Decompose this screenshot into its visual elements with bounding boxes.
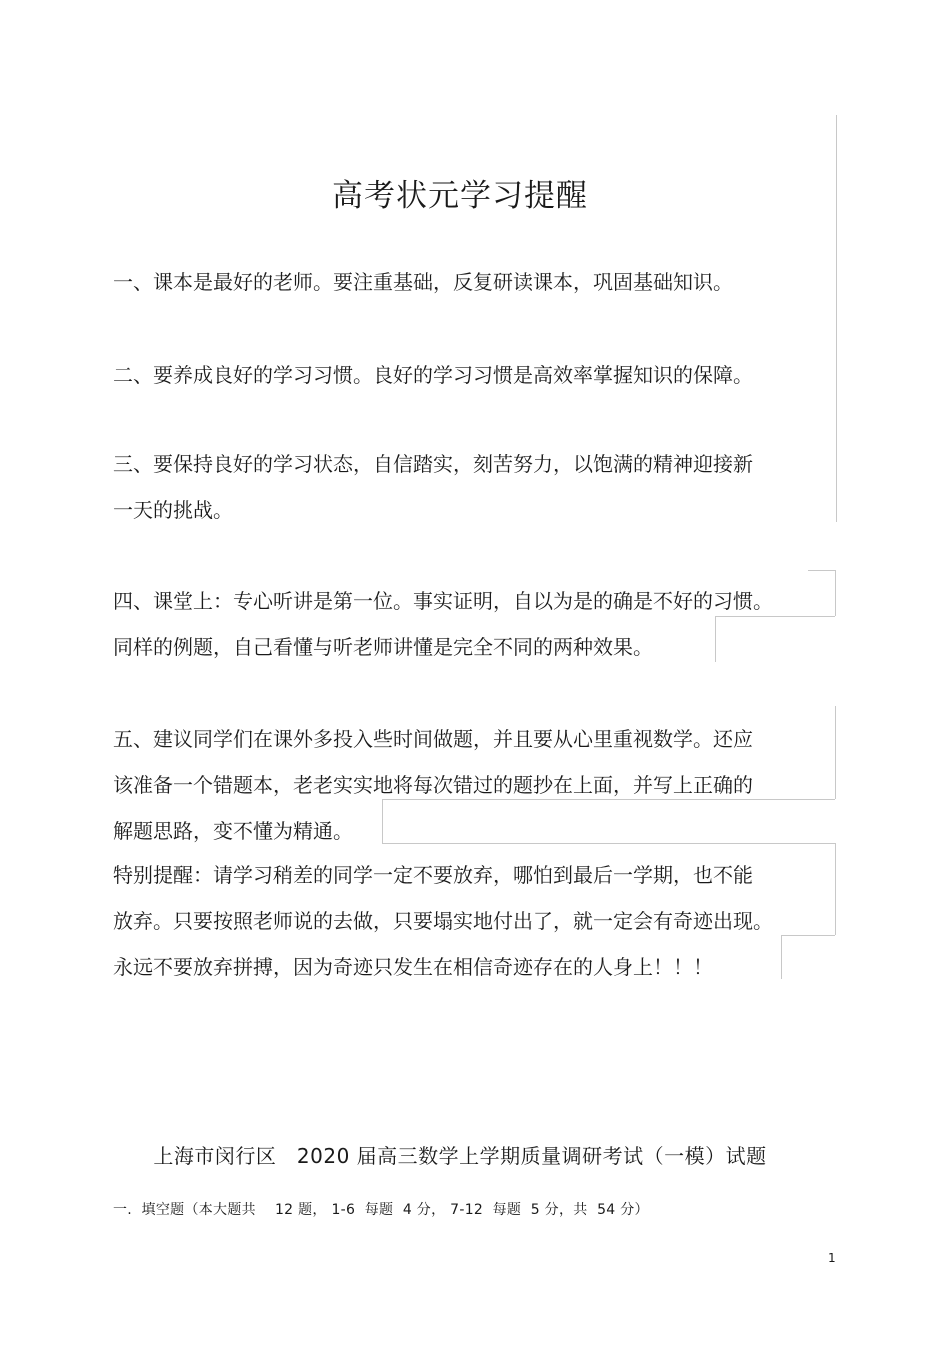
page-number: 1 <box>828 1251 836 1265</box>
paragraph-5: 五、建议同学们在课外多投入些时间做题，并且要从心里重视数学。还应 该准备一个错题本，老老实实地将每次错过的题抄在上面，并写上正确的 解题思路，变不懂为精通。 <box>113 727 753 843</box>
exam-title: 上海市闵行区 2020 届高三数学上学期质量调研考试（一模）试题 <box>153 1144 767 1168</box>
paragraph-1: 一、课本是最好的老师。要注重基础，反复研读课本，巩固基础知识。 <box>113 270 733 294</box>
paragraph-2: 二、要养成良好的学习习惯。良好的学习习惯是高效率掌握知识的保障。 <box>113 363 753 387</box>
special-reminder: 特别提醒：请学习稍差的同学一定不要放弃，哪怕到最后一学期，也不能 放弃。只要按照老师说的去做，只要塌实地付出了，就一定会有奇迹出现。 永远不要放弃拼搏，因为奇迹只发生在相信奇迹存在的人身上！！！ <box>113 863 773 979</box>
box-rule-1-right <box>835 570 836 616</box>
paragraph-4: 四、课堂上：专心听讲是第一位。事实证明，自以为是的确是不好的习惯。 同样的例题，自己看懂与听老师讲懂是完全不同的两种效果。 <box>113 589 773 659</box>
box-rule-3-right <box>835 843 836 935</box>
box-rule-1-top <box>808 570 836 571</box>
box-rule-2-right <box>835 706 836 799</box>
document-title: 高考状元学习提醒 <box>332 178 588 214</box>
paragraph-3: 三、要保持良好的学习状态，自信踏实，刻苦努力，以饱满的精神迎接新 一天的挑战。 <box>113 452 753 522</box>
exam-section-heading: 一. 填空题（本大题共 12 题， 1-6 每题 4 分， 7-12 每题 5 分，共 54 分） <box>113 1202 649 1218</box>
